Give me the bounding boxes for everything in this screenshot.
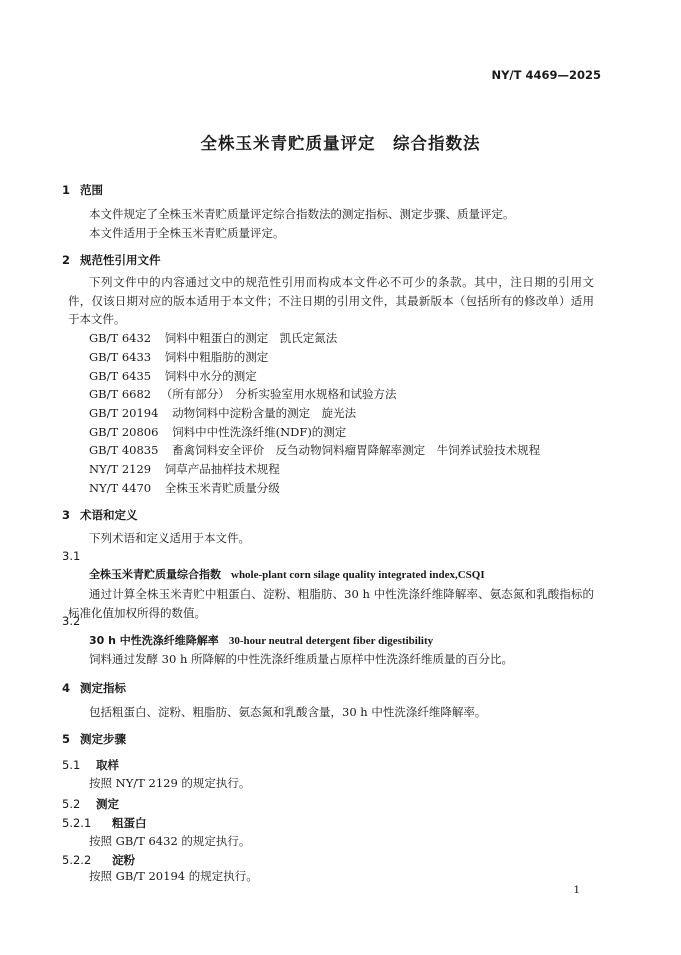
clause-number: 5.2.2 [62, 853, 92, 867]
section-1-heading [62, 182, 103, 198]
reference-title: 饲草产品抽样技术规程 [164, 462, 280, 476]
reference-code: GB/T 20194 [89, 406, 159, 420]
clause-5-2-1-heading [62, 815, 147, 831]
term-3-1-definition: 通过计算全株玉米青贮中粗蛋白、淀粉、粗脂肪、30 h 中性洗涤纤维降解率、氨态氮和乳酸指标的标准化值加权所得的数值。 [68, 587, 594, 620]
reference-code: GB/T 6432 [89, 331, 152, 345]
section-1-paragraph-2: 本文件适用于全株玉米青贮质量评定。 [89, 226, 285, 240]
term-3-1-number: 3.1 [62, 549, 81, 563]
reference-item [89, 330, 337, 346]
clause-title: 测定 [96, 797, 119, 811]
section-3-heading [62, 507, 138, 523]
reference-item [89, 368, 257, 384]
reference-title: 饲料中粗脂肪的测定 [164, 350, 269, 364]
clause-5-2-2-heading [62, 852, 135, 868]
section-number: 1 [62, 183, 71, 197]
section-1-paragraph-1: 本文件规定了全株玉米青贮质量评定综合指数法的测定指标、测定步骤、质量评定。 [89, 207, 515, 221]
reference-title: 畜禽饲料安全评价 反刍动物饲料瘤胃降解率测定 牛饲养试验技术规程 [172, 443, 541, 457]
reference-item [89, 405, 356, 421]
document-title: 全株玉米青贮质量评定 综合指数法 [200, 134, 481, 153]
reference-title: 饲料中水分的测定 [164, 369, 257, 383]
section-4-heading [62, 680, 126, 696]
section-2-heading [62, 252, 161, 268]
reference-title: （所有部分） 分析实验室用水规格和试验方法 [160, 387, 397, 401]
clause-number: 5.1 [62, 758, 81, 772]
clause-number: 5.2 [62, 797, 81, 811]
section-5-heading [62, 731, 126, 747]
clause-5-2-heading [62, 796, 119, 812]
term-3-2-heading [89, 632, 433, 648]
clause-title: 粗蛋白 [112, 816, 147, 830]
term-chinese: 全株玉米青贮质量综合指数 [89, 568, 221, 581]
section-2-intro: 下列文件中的内容通过文中的规范性引用而构成本文件必不可少的条款。其中，注日期的引用文件，仅该日期对应的版本适用于本文件；不注日期的引用文件，其最新版本（包括所有的修改单）适用于本文件。 [68, 275, 594, 326]
clause-5-2-2-text: 按照 GB/T 20194 的规定执行。 [89, 869, 258, 883]
section-4-paragraph: 包括粗蛋白、淀粉、粗脂肪、氨态氮和乳酸含量，30 h 中性洗涤纤维降解率。 [89, 705, 487, 719]
page-number: 1 [573, 884, 580, 896]
reference-title: 饲料中粗蛋白的测定 凯氏定氮法 [164, 331, 338, 345]
reference-item [89, 442, 540, 458]
reference-item [89, 424, 346, 440]
reference-code: GB/T 6433 [89, 350, 152, 364]
term-3-1-heading [89, 566, 485, 582]
section-title: 测定步骤 [80, 732, 126, 746]
section-title: 范围 [80, 183, 103, 197]
reference-code: GB/T 6682 [89, 387, 152, 401]
reference-code: NY/T 2129 [89, 462, 152, 476]
clause-5-2-1-text: 按照 GB/T 6432 的规定执行。 [89, 834, 251, 848]
reference-item [89, 386, 397, 402]
term-english: whole-plant corn silage quality integrated index,CSQI [231, 569, 485, 581]
section-number: 3 [62, 508, 71, 522]
section-title: 术语和定义 [80, 508, 138, 522]
clause-title: 取样 [96, 758, 119, 772]
section-number: 4 [62, 681, 71, 695]
clause-5-1-heading [62, 757, 119, 773]
clause-number: 5.2.1 [62, 816, 92, 830]
reference-item [89, 480, 280, 496]
reference-code: GB/T 40835 [89, 443, 159, 457]
term-english: 30-hour neutral detergent fiber digestibility [228, 635, 434, 647]
clause-title: 淀粉 [112, 853, 135, 867]
section-title: 规范性引用文件 [80, 253, 161, 267]
document-number: NY/T 4469—2025 [491, 68, 601, 82]
term-chinese: 30 h 中性洗涤纤维降解率 [89, 634, 219, 647]
section-number: 2 [62, 253, 71, 267]
term-3-2-number: 3.2 [62, 614, 81, 628]
reference-item [89, 349, 268, 365]
reference-title: 饲料中中性洗涤纤维(NDF)的测定 [172, 425, 347, 439]
reference-code: GB/T 20806 [89, 425, 159, 439]
section-title: 测定指标 [80, 681, 126, 695]
section-3-intro: 下列术语和定义适用于本文件。 [89, 531, 250, 545]
reference-title: 动物饲料中淀粉含量的测定 旋光法 [172, 406, 357, 420]
reference-code: GB/T 6435 [89, 369, 152, 383]
reference-title: 全株玉米青贮质量分级 [164, 481, 280, 495]
section-number: 5 [62, 732, 71, 746]
reference-code: NY/T 4470 [89, 481, 152, 495]
clause-5-1-text: 按照 NY/T 2129 的规定执行。 [89, 776, 251, 790]
reference-item [89, 461, 280, 477]
term-3-2-definition: 饲料通过发酵 30 h 所降解的中性洗涤纤维质量占原样中性洗涤纤维质量的百分比。 [89, 652, 514, 666]
